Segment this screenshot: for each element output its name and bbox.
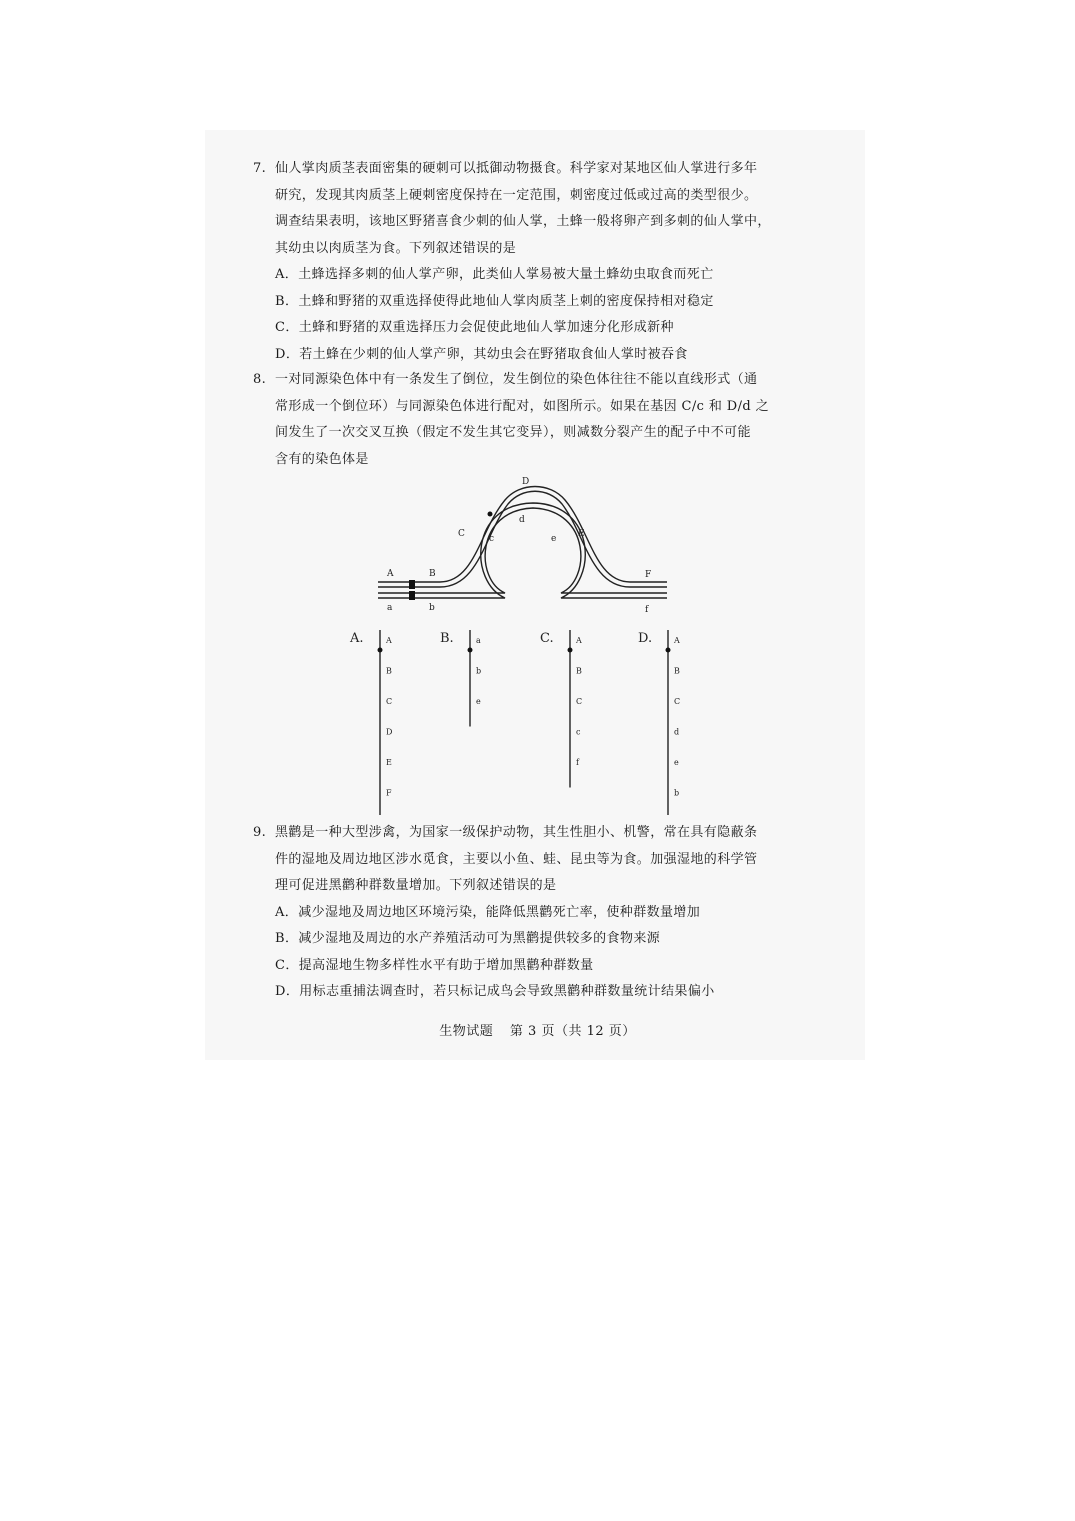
question-number: 8. (253, 372, 267, 387)
centromere (488, 512, 493, 517)
option-b: B．减少湿地及周边的水产养殖活动可为黑鹳提供较多的食物来源 (275, 931, 661, 946)
choice-letter: B. (440, 631, 454, 646)
choice-a (349, 630, 392, 815)
gene-label-E: E (578, 529, 585, 539)
gene-label-B: B (429, 569, 436, 579)
question-text-line: 黑鹳是一种大型涉禽，为国家一级保护动物，其生性胆小、机警，常在具有隐蔽条 (275, 825, 758, 840)
centromere (378, 648, 383, 653)
centromere (409, 580, 415, 589)
gene-label: e (476, 697, 481, 706)
question-text-line: 件的湿地及周边地区涉水觅食，主要以小鱼、蛙、昆虫等为食。加强湿地的科学管 (275, 851, 758, 867)
option-c: C．提高湿地生物多样性水平有助于增加黑鹳种群数量 (275, 957, 594, 973)
paired-chromosomes (378, 487, 667, 599)
gene-label: b (476, 666, 482, 676)
question-text-line: 仙人掌肉质茎表面密集的硬刺可以抵御动物摄食。科学家对某地区仙人掌进行多年 (275, 161, 758, 176)
option-d: D．若土蜂在少刺的仙人掌产卵，其幼虫会在野猪取食仙人掌时被吞食 (275, 346, 688, 362)
question-number: 7. (253, 161, 267, 176)
question-number: 9. (253, 825, 267, 840)
question-9 (253, 820, 835, 1006)
footer-page-number: 第 3 页（共 12 页） (509, 1024, 636, 1039)
gene-label: E (386, 758, 392, 767)
centromere (468, 648, 473, 653)
gene-label-A: A (387, 569, 394, 579)
gene-label: C (386, 697, 393, 706)
gene-labels (386, 477, 651, 615)
gene-label: A (674, 636, 680, 645)
choice-letter: A. (350, 631, 364, 646)
question-text-line: 常形成一个倒位环）与同源染色体进行配对，如图所示。如果在基因 C/c 和 D/d 之 (275, 398, 770, 414)
gene-label: B (576, 666, 582, 676)
gene-label: b (674, 788, 680, 798)
option-c: C．土蜂和野猪的双重选择压力会促使此地仙人掌加速分化形成新种 (275, 320, 674, 335)
centromere (568, 648, 573, 653)
centromere (666, 648, 671, 653)
gene-label-C: C (458, 529, 465, 539)
question-text-line: 间发生了一次交叉互换（假定不发生其它变异），则减数分裂产生的配子中不可能 (275, 425, 751, 440)
question-text-line: 含有的染色体是 (275, 451, 369, 467)
choice-c (540, 630, 582, 788)
centromere (409, 591, 415, 600)
question-8 (253, 367, 835, 473)
question-text-line: 调查结果表明，该地区野猪喜食少刺的仙人掌，土蜂一般将卵产到多刺的仙人掌中， (275, 214, 771, 229)
gene-label: f (576, 758, 579, 767)
question-text-line: 其幼虫以肉质茎为食。下列叙述错误的是 (275, 240, 517, 256)
gene-label: C (576, 697, 583, 706)
choice-letter: D. (638, 631, 653, 646)
question-text-line: 理可促进黑鹳种群数量增加。下列叙述错误的是 (275, 878, 557, 893)
footer-subject: 生物试题 (439, 1024, 494, 1039)
choice-letter: C. (540, 631, 554, 646)
inversion-loop-diagram (345, 470, 685, 815)
question-text-line: 研究，发现其肉质茎上硬刺密度保持在一定范围，刺密度过低或过高的类型很少。 (275, 187, 758, 203)
option-a: A．土蜂选择多刺的仙人掌产卵，此类仙人掌易被大量土蜂幼虫取食而死亡 (275, 267, 714, 282)
choice-d (638, 630, 680, 815)
option-b: B．土蜂和野猪的双重选择使得此地仙人掌肉质茎上刺的密度保持相对稳定 (275, 293, 714, 309)
gene-label: d (674, 727, 680, 737)
question-7 (253, 156, 835, 368)
choice-b (440, 630, 481, 727)
gene-label: B (386, 666, 392, 676)
gene-label: c (576, 727, 581, 737)
gene-label: e (674, 758, 679, 767)
gene-label-D: D (522, 477, 530, 487)
gene-label: D (386, 727, 393, 737)
gene-label-f: f (645, 605, 649, 615)
gene-label: A (386, 636, 392, 645)
gene-label: A (576, 636, 582, 645)
gene-label-d: d (519, 515, 525, 525)
gene-label-b: b (429, 603, 435, 613)
option-a: A．减少湿地及周边地区环境污染，能降低黑鹳死亡率，使种群数量增加 (275, 904, 701, 920)
gene-label: a (476, 636, 481, 645)
option-d: D．用标志重捕法调查时，若只标记成鸟会导致黑鹳种群数量统计结果偏小 (275, 984, 715, 999)
gene-label: B (674, 666, 680, 676)
gene-label: C (674, 697, 681, 706)
answer-choice-chromosomes (349, 630, 680, 815)
page-footer (0, 1020, 1075, 1039)
gene-label-e: e (551, 534, 557, 544)
gene-label: F (386, 788, 392, 798)
gene-label-F: F (645, 570, 652, 580)
question-text-line: 一对同源染色体中有一条发生了倒位，发生倒位的染色体往往不能以直线形式（通 (275, 372, 758, 387)
gene-label-c: c (489, 534, 495, 544)
gene-label-a: a (387, 603, 393, 613)
